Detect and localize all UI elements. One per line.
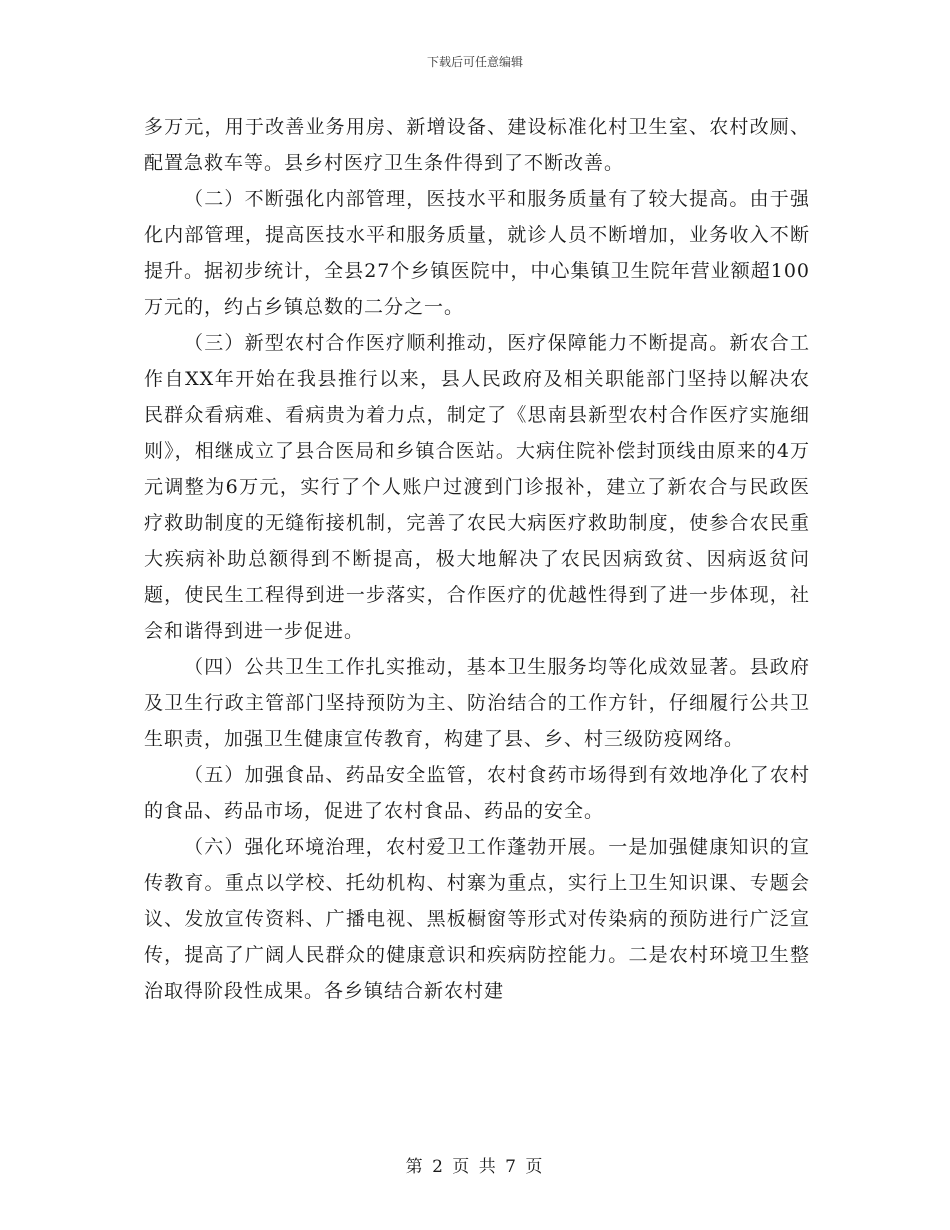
paragraph-section-2: （二）不断强化内部管理，医技水平和服务质量有了较大提高。由于强化内部管理，提高医技水平和服务质量，就诊人员不断增加，业务收入不断提升。据初步统计，全县27个乡镇医院中，中心集镇卫生院年营业额超100万元的，约占乡镇总数的二分之一。 xyxy=(144,188,810,318)
paragraph-section-3: （三）新型农村合作医疗顺利推动，医疗保障能力不断提高。新农合工作自XX年开始在我县推行以来，县人民政府及相关职能部门坚持以解决农民群众看病难、看病贵为着力点，制定了《思南县新型农村合作医疗实施细则》，相继成立了县合医局和乡镇合医站。大病住院补偿封顶线由原来的4万元调整为6万元，实行了个人账户过渡到门诊报补，建立了新农合与民政医疗救助制度的无缝衔接机制，完善了农民大病医疗救助制度，使参合农民重大疾病补助总额得到不断提高，极大地解决了农民因病致贫、因病返贫问题，使民生工程得到进一步落实，合作医疗的优越性得到了进一步体现，社会和谐得到进一步促进。 xyxy=(144,332,810,642)
document-body xyxy=(144,109,810,1009)
paragraph-section-4: （四）公共卫生工作扎实推动，基本卫生服务均等化成效显著。县政府及卫生行政主管部门坚持预防为主、防治结合的工作方针，仔细履行公共卫生职责，加强卫生健康宣传教育，构建了县、乡、村三级防疫网络。 xyxy=(144,656,810,750)
paragraph-section-6: （六）强化环境治理，农村爱卫工作蓬勃开展。一是加强健康知识的宣传教育。重点以学校、托幼机构、村寨为重点，实行上卫生知识课、专题会议、发放宣传资料、广播电视、黑板橱窗等形式对传染病的预防进行广泛宣传，提高了广阔人民群众的健康意识和疾病防控能力。二是农村环境卫生整治取得阶段性成果。各乡镇结合新农村建 xyxy=(144,836,810,1002)
paragraph-section-5: （五）加强食品、药品安全监管，农村食药市场得到有效地净化了农村的食品、药品市场，促进了农村食品、药品的安全。 xyxy=(144,764,810,822)
page-number: 第 2 页 共 7 页 xyxy=(405,1157,545,1177)
page-header: 下载后可任意编辑 xyxy=(426,55,523,69)
paragraph-continued: 多万元，用于改善业务用房、新增设备、建设标准化村卫生室、农村改厕、配置急救车等。县乡村医疗卫生条件得到了不断改善。 xyxy=(144,116,810,174)
